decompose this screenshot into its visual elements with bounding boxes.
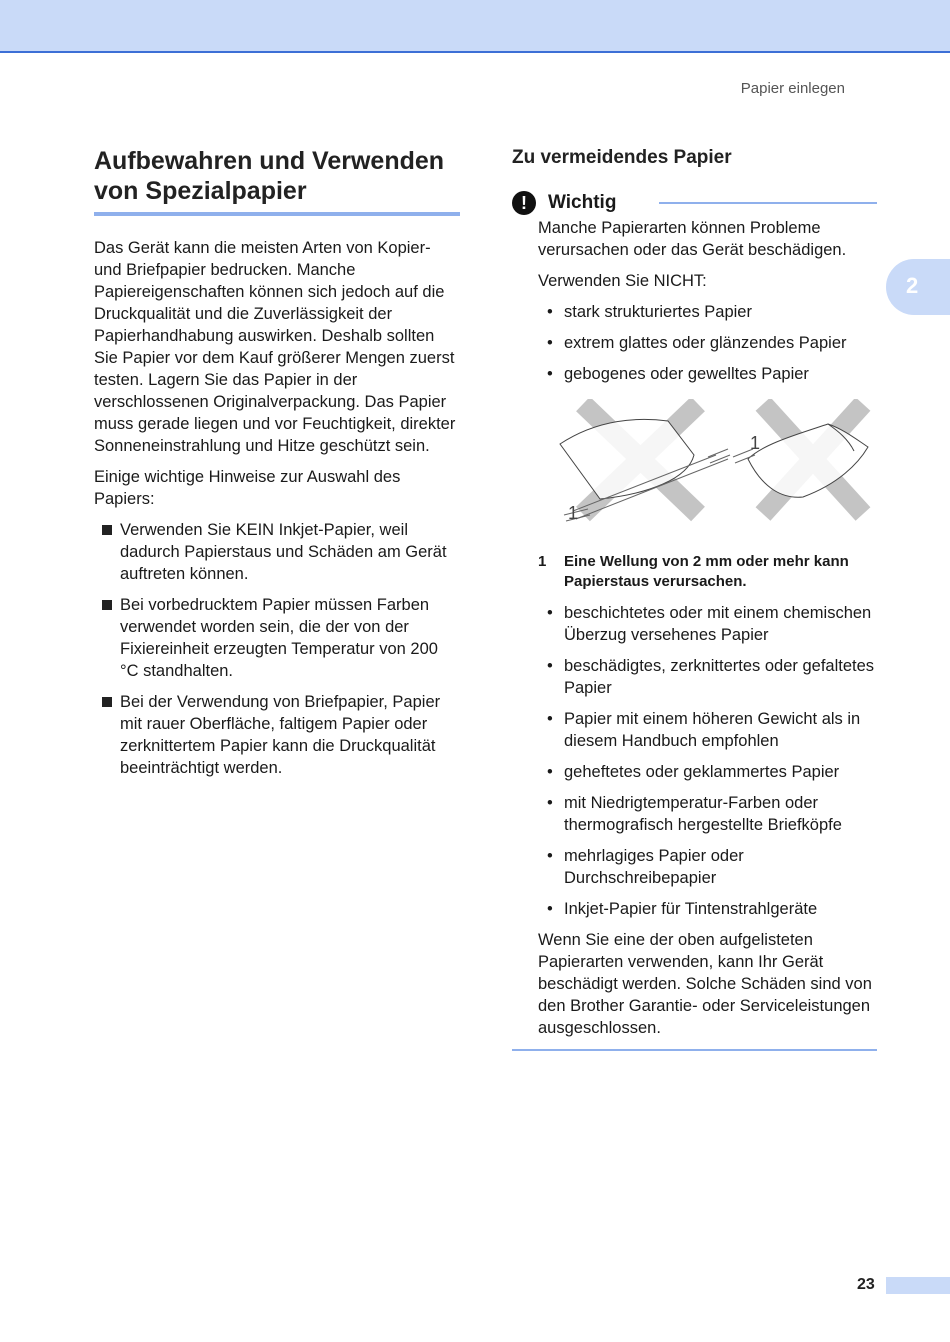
list-item-text: Bei der Verwendung von Briefpapier, Papier mit rauer Oberfläche, faltigem Papier oder zerknittertem Papier kann die Druckqualität beeinträchtigt werden.: [120, 693, 441, 777]
list-item: [538, 708, 878, 752]
important-rule: [659, 202, 877, 204]
figure-caption: [538, 552, 878, 592]
running-head: Papier einlegen: [740, 80, 845, 97]
bullet-icon: •: [547, 847, 553, 865]
bullet-icon: •: [547, 303, 553, 321]
caption-number: 1: [538, 553, 547, 570]
chapter-number: 2: [906, 273, 919, 298]
important-note: [538, 217, 878, 534]
list-item: [538, 301, 878, 323]
square-bullet-icon: [102, 697, 112, 707]
title-underline: [94, 212, 460, 216]
closing-paragraph: Wenn Sie eine der oben aufgelisteten Papierarten verwenden, kann Ihr Gerät beschädigt werden. Solche Schäden sind von den Brother Garantie- oder Serviceleistungen ausgeschlossen.: [538, 931, 872, 1037]
avoid-list-2: [538, 602, 878, 920]
list-item-text: stark strukturiertes Papier: [564, 303, 752, 321]
bullet-icon: •: [547, 365, 553, 383]
bullet-icon: •: [547, 657, 553, 675]
list-item: [538, 792, 878, 836]
list-item: [538, 761, 878, 783]
important-note-continued: [538, 602, 878, 1039]
bullet-icon: •: [547, 794, 553, 812]
top-header-band: [0, 0, 950, 53]
list-item-text: mit Niedrigtemperatur-Farben oder thermografisch hergestellte Briefköpfe: [564, 794, 842, 834]
bullet-icon: •: [547, 710, 553, 728]
figure-label-right: 1: [750, 433, 761, 453]
chapter-tab: [886, 259, 950, 315]
important-label: Wichtig: [548, 192, 617, 213]
exclamation-icon: !: [512, 191, 536, 215]
important-end-rule: [512, 1049, 877, 1051]
list-item-text: Bei vorbedrucktem Papier müssen Farben verwendet worden sein, die der von der Fixiereinheit erzeugten Temperatur von 200 °C standhalten.: [120, 596, 438, 680]
curled-paper-figure: [538, 399, 878, 534]
bullet-icon: •: [547, 334, 553, 352]
square-bullet-icon: [102, 600, 112, 610]
list-item-text: geheftetes oder geklammertes Papier: [564, 763, 840, 781]
list-item: [538, 332, 878, 354]
list-item: [94, 519, 460, 585]
note-do-not: Verwenden Sie NICHT:: [538, 272, 707, 290]
intro-paragraph: Das Gerät kann die meisten Arten von Kopier- und Briefpapier bedrucken. Manche Papiereigenschaften können sich jedoch auf die Druckqualität und die Zuverlässigkeit der Papierhandhabung auswirken. Deshalb sollten Sie Papier vor dem Kauf größerer Mengen zuerst testen. Lagern Sie das Papier in der verschlossenen Originalverpackung. Das Papier muss gerade liegen und vor Feuchtigkeit, direkter Sonneneinstrahlung und Hitze geschützt sein.: [94, 239, 456, 455]
list-item-text: extrem glattes oder glänzendes Papier: [564, 334, 847, 352]
list-item-text: gebogenes oder gewelltes Papier: [564, 365, 809, 383]
hints-list: [94, 519, 460, 779]
list-item-text: Inkjet-Papier für Tintenstrahlgeräte: [564, 900, 818, 918]
list-item-text: beschichtetes oder mit einem chemischen Überzug versehenes Papier: [564, 604, 872, 644]
list-item-text: beschädigtes, zerknittertes oder gefaltetes Papier: [564, 657, 875, 697]
list-item: [538, 898, 878, 920]
figure-label-left: 1: [568, 503, 579, 523]
list-item: [538, 655, 878, 699]
list-item: [94, 594, 460, 682]
page-number: 23: [857, 1276, 875, 1293]
page-number-tab: [886, 1277, 950, 1294]
section-title: Aufbewahren und Verwenden von Spezialpapier: [94, 147, 445, 205]
hints-intro: Einige wichtige Hinweise zur Auswahl des Papiers:: [94, 468, 401, 508]
curled-paper-illustration: [538, 399, 878, 534]
bullet-icon: •: [547, 763, 553, 781]
square-bullet-icon: [102, 525, 112, 535]
list-item: [538, 363, 878, 385]
list-item-text: mehrlagiges Papier oder Durchschreibepapier: [564, 847, 744, 887]
list-item: [94, 691, 460, 779]
list-item-text: Papier mit einem höheren Gewicht als in diesem Handbuch empfohlen: [564, 710, 861, 750]
note-text: Manche Papierarten können Probleme verursachen oder das Gerät beschädigen.: [538, 219, 847, 259]
bullet-icon: •: [547, 900, 553, 918]
subsection-title: Zu vermeidendes Papier: [512, 147, 732, 168]
list-item: [538, 845, 878, 889]
bullet-icon: •: [547, 604, 553, 622]
important-header: [512, 191, 878, 217]
avoid-list-1: [538, 301, 878, 385]
left-column: [94, 146, 460, 788]
list-item-text: Verwenden Sie KEIN Inkjet-Papier, weil dadurch Papierstaus und Schäden am Gerät auftreten können.: [120, 521, 447, 583]
list-item: [538, 602, 878, 646]
right-column: [512, 146, 878, 1051]
caption-text: Eine Wellung von 2 mm oder mehr kann Papierstaus verursachen.: [564, 553, 849, 590]
